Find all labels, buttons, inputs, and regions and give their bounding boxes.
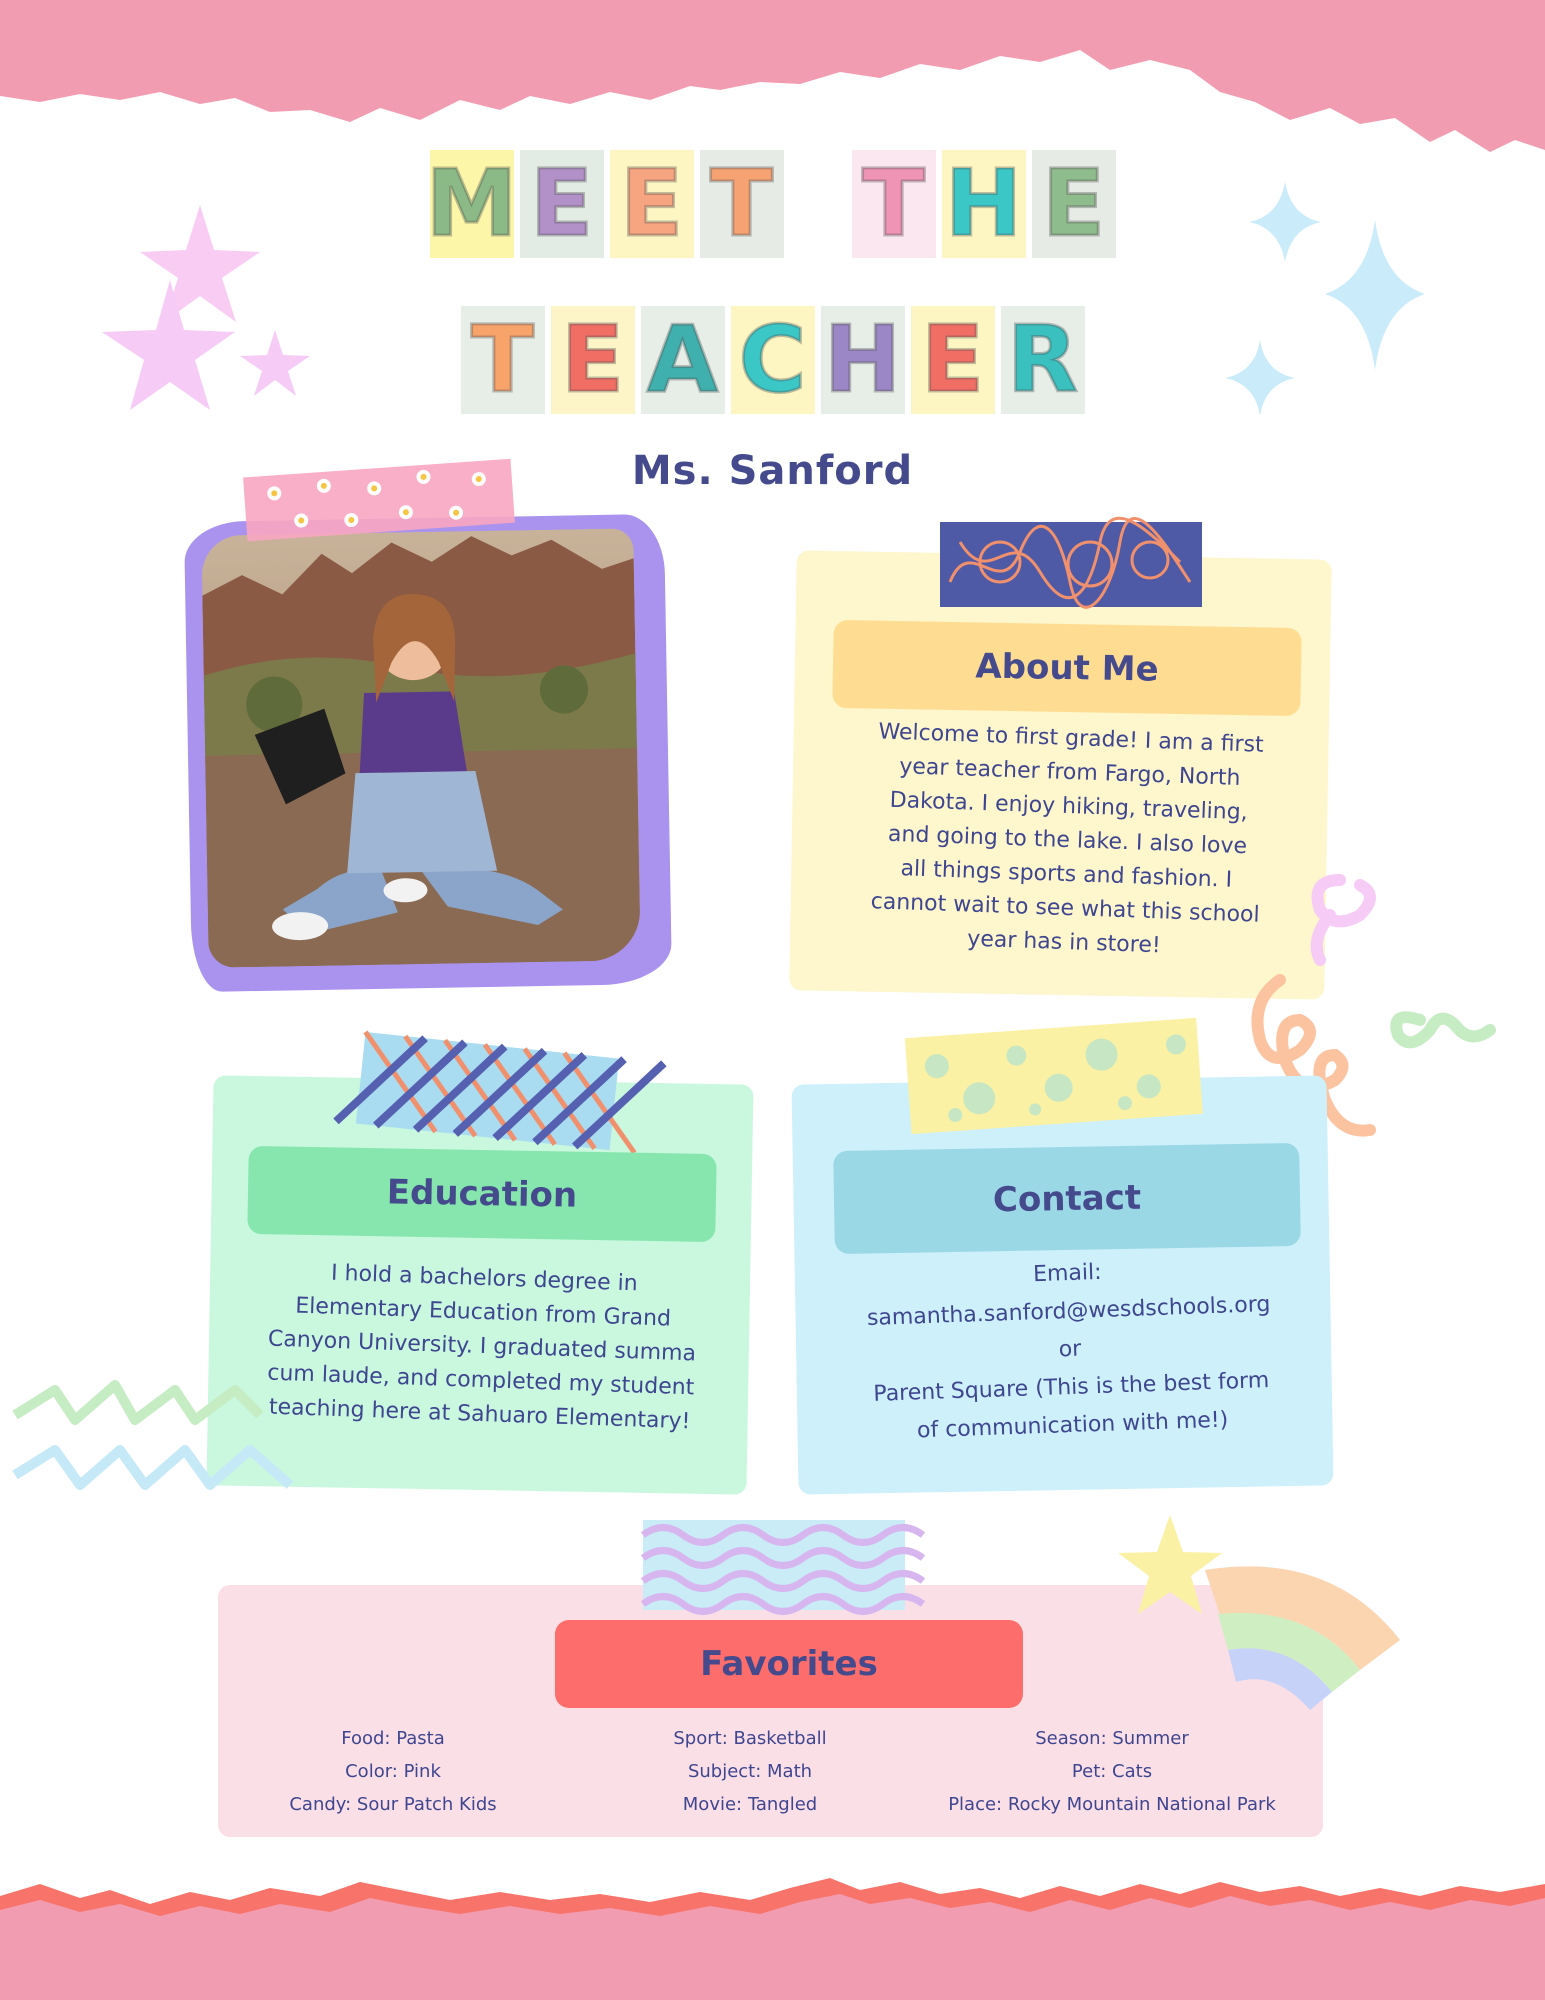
title-line-1	[0, 150, 1545, 258]
contact-line: or	[1058, 1336, 1082, 1363]
title-letter: H	[821, 306, 905, 414]
title-letter: T	[700, 150, 784, 258]
title-letter: R	[1001, 306, 1085, 414]
about-line: cannot wait to see what this school	[870, 889, 1260, 928]
contact-line: of communication with me!)	[916, 1407, 1229, 1444]
favorite-item: Movie: Tangled	[682, 1794, 818, 1815]
plaid-tape	[360, 1035, 615, 1147]
education-line: cum laude, and completed my student	[266, 1360, 695, 1401]
title-letter: E	[1032, 150, 1116, 258]
scribble-tape	[940, 522, 1202, 607]
contact-text	[807, 1246, 1333, 1454]
about-line: Welcome to first grade! I am a first	[878, 719, 1265, 758]
title-letter: T	[461, 306, 545, 414]
title-letter: C	[731, 306, 815, 414]
zigzag-decoration	[10, 1375, 310, 1525]
favorites-column-1	[213, 1722, 573, 1821]
title-letter: E	[911, 306, 995, 414]
favorites-column-2	[570, 1722, 930, 1821]
title-line-2	[0, 306, 1545, 414]
wavy-tape	[643, 1520, 905, 1610]
title-letter: H	[942, 150, 1026, 258]
favorite-item: Food: Pasta	[341, 1728, 445, 1749]
education-line: Elementary Education from Grand	[294, 1293, 672, 1332]
teacher-name: Ms. Sanford	[631, 448, 914, 494]
top-torn-border	[0, 0, 1545, 170]
education-line: Canyon University. I graduated summa	[267, 1326, 697, 1367]
about-line: and going to the lake. I also love	[887, 821, 1248, 860]
favorites-heading: Favorites	[555, 1620, 1023, 1708]
favorite-item: Subject: Math	[687, 1761, 813, 1782]
favorite-item: Candy: Sour Patch Kids	[289, 1794, 497, 1815]
title-letter: E	[610, 150, 694, 258]
about-line: all things sports and fashion. I	[900, 856, 1233, 893]
shooting-star-rainbow-icon	[1110, 1510, 1440, 1750]
bottom-torn-border	[0, 1870, 1545, 2000]
favorite-item: Pet: Cats	[1071, 1761, 1153, 1782]
title-letter: E	[551, 306, 635, 414]
contact-line: Parent Square (This is the best form	[873, 1368, 1270, 1407]
title-space	[790, 150, 846, 258]
favorite-item: Place: Rocky Mountain National Park	[948, 1794, 1276, 1815]
title-letter: T	[852, 150, 936, 258]
contact-line: Email:	[1032, 1259, 1102, 1288]
about-line: year has in store!	[966, 926, 1162, 959]
title-letter: A	[641, 306, 725, 414]
teacher-photo	[201, 528, 640, 967]
about-line: Dakota. I enjoy hiking, traveling,	[889, 787, 1249, 826]
favorite-item: Sport: Basketball	[673, 1728, 827, 1749]
favorite-item: Color: Pink	[345, 1761, 441, 1782]
contact-heading: Contact	[833, 1143, 1301, 1254]
title-letter: M	[425, 150, 518, 257]
polka-dot-tape	[908, 1018, 1200, 1138]
about-heading: About Me	[832, 620, 1301, 716]
education-heading: Education	[247, 1146, 716, 1242]
contact-email[interactable]: samantha.sanford@wesdschools.org	[866, 1291, 1271, 1332]
favorite-item: Season: Summer	[1035, 1728, 1189, 1749]
education-line: teaching here at Sahuaro Elementary!	[268, 1394, 691, 1435]
education-line: I hold a bachelors degree in	[330, 1260, 639, 1297]
about-line: year teacher from Fargo, North	[898, 754, 1241, 791]
title-letter: E	[520, 150, 604, 258]
flower-tape	[245, 460, 515, 540]
